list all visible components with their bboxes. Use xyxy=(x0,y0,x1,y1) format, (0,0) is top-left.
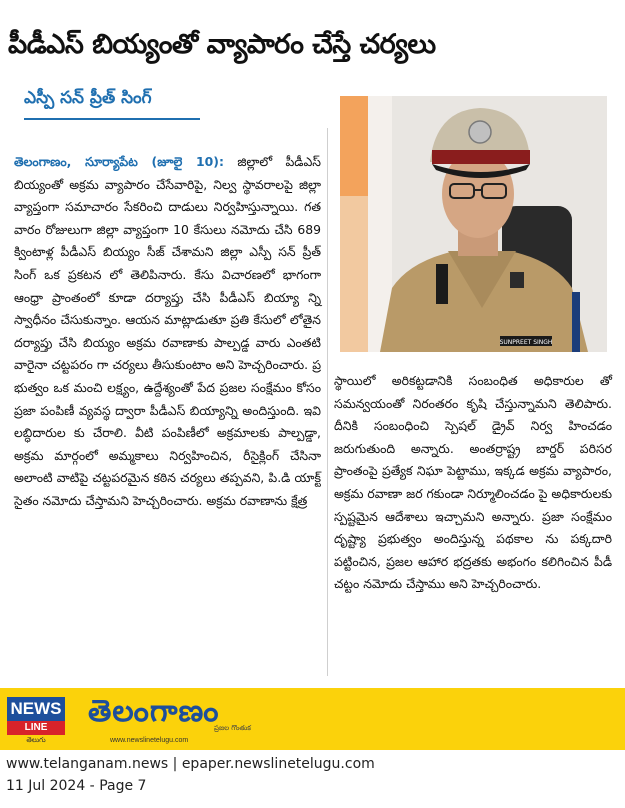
paper-tagline: ప్రజల గొంతుక xyxy=(214,724,251,732)
article-column-right xyxy=(334,370,612,596)
logo-news-text: NEWS xyxy=(7,697,65,721)
right-column-text: స్థాయిలో అరికట్టడానికి సంబంధిత అధికారుల తో సమన్వయంతో నిరంతరం కృషి చేస్తున్నామని తెలిపారు. దీనికి సంబంధించి స్పెషల్ డ్రైవ్ నిర్వ హించడం జరుగుతుంది అన్నారు. అంతర్రాష్ట్ర బార్డర్ పరిసర ప్రాంతంపై ప్రత్యేక నిఘా పెట్టాము, ఇక్కడ అక్రమ వ్యాపారం, అక్రమ రవాణా జర గకుండా నిర్మూలించడం పై అధికారులకు స్పష్టమైన ఆదేశాలు ఇచ్చామని అన్నారు. ప్రజా సంక్షేమం దృష్ట్యా ప్రభుత్వం అందిస్తున్న పథకాల ను పక్కదారి పట్టించిన, ప్రజల ఆహార భద్రతకు అభంగం కలిగించిన పీడీ చట్టం నమోదు చేస్తాము అని హెచ్చరించారు. xyxy=(334,373,612,592)
headline: పీడీఎస్ బియ్యంతో వ్యాపారం చేస్తే చర్యలు xyxy=(8,29,436,60)
footer-sites: www.telanganam.news | epaper.newslinetelugu.com xyxy=(6,756,375,772)
nameplate-text: SUNPREET SINGH xyxy=(499,339,553,346)
left-column-text: జిల్లాలో పీడీఎస్ బియ్యంతో అక్రమ వ్యాపారం చేసేవారిపై, నిల్వ స్థావరాలపై జిల్లా వ్యాప్తంగా సమాచారం సేకరించి దాడులు నిర్వహిస్తున్నాయి. గత వారం రోజులుగా జిల్లా వ్యాప్తంగా 10 కేసులు నమోదు చేసి 689 క్వింటాళ్ల పీడీఎస్ బియ్యం సీజ్ చేశామని జిల్లా ఎస్పీ సన్ ప్రీత్ సింగ్ ఒక ప్రకటన లో తెలిపినారు. కేసు విచారణలో భాగంగా ఆంధ్రా ప్రాంతంలో కూడా దర్యాప్తు చేసి పీడీఎస్ బియ్యా న్ని స్వాధీనం చేసుకున్నాం. ఆయన మాట్లాడుతూ ప్రతి కేసులో లోతైన దర్యాప్తు చేసి బియ్యం అక్రమ రవాణాకు పాల్పడ్డ వారు ఎంతటి వారైనా చట్టపరం గా చర్యలు తీసుకుంటాం అని హెచ్చరించారు. ప్ర భుత్వం ఒక మంచి లక్ష్యం, ఉద్దేశ్యంతో పేద ప్రజల సంక్షేమం కోసం ప్రజా పంపిణీ వ్యవస్థ ద్వారా పీడీఎస్ బియ్యాన్ని అందిస్తుంది. ఇవి లబ్ధిదారుల కు చేరాలి. వీటి పంపిణీలో అక్రమాలకు పాల్పడ్డా, అక్రమ మార్గంలో అమ్మకాలు నిర్వహించిన, రీసైక్లింగ్ చేసినా అలాంటి వాటిపై చట్టపరమైన కఠిన చర్యలు తప్పవని, పి.డి యాక్ట్ సైతం నమోదు చేస్తామని హెచ్చరించారు. అక్రమ రవాణాను క్షేత్ర xyxy=(14,154,321,508)
paper-url: www.newslinetelugu.com xyxy=(110,737,189,744)
byline: ఎస్పీ సన్ ప్రీత్ సింగ్ xyxy=(24,88,152,108)
paper-name: తెలంగాణం xyxy=(88,694,220,729)
dateline: తెలంగాణం, సూర్యాపేట (జూలై 10): xyxy=(14,154,224,169)
byline-underline xyxy=(24,118,200,120)
sp-portrait-photo xyxy=(340,96,607,352)
column-divider xyxy=(327,128,328,676)
footer-date-page: 11 Jul 2024 - Page 7 xyxy=(6,778,147,794)
newsline-logo xyxy=(7,697,65,743)
logo-sub-text: తెలుగు xyxy=(26,736,46,744)
article-column-left xyxy=(14,151,321,513)
logo-line-text: LINE xyxy=(7,721,65,735)
